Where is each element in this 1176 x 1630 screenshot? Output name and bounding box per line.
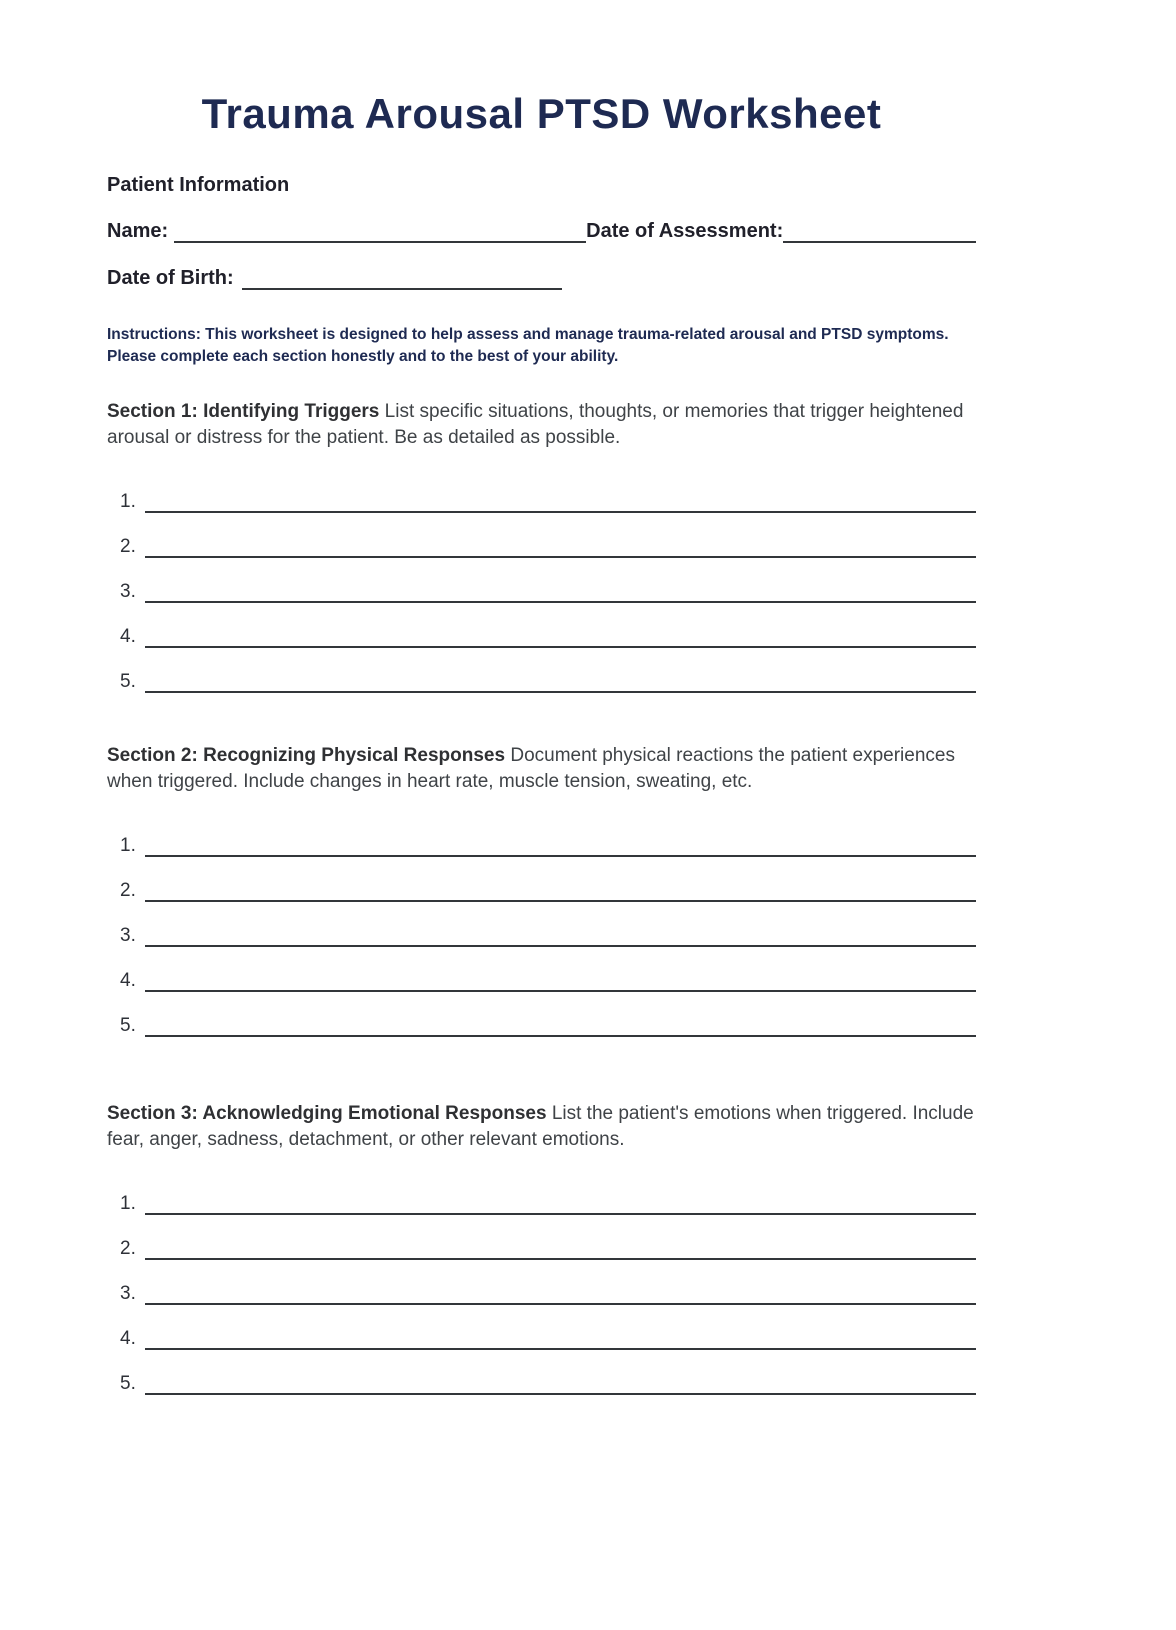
name-row	[107, 219, 976, 243]
list-item	[120, 1187, 976, 1215]
item-input-line[interactable]	[145, 1371, 976, 1395]
section-paragraph	[107, 743, 976, 795]
list-item	[120, 964, 976, 992]
list-item	[120, 1009, 976, 1037]
section-description: List the patient's emotions when triggered. Include fear, anger, sadness, detachment, or other relevant emotions.	[107, 1103, 974, 1151]
item-input-line[interactable]	[145, 624, 976, 648]
item-number: 4.	[120, 970, 136, 992]
dob-label: Date of Birth:	[107, 267, 234, 289]
item-number: 4.	[120, 1328, 136, 1350]
list-item	[120, 1367, 976, 1395]
item-input-line[interactable]	[145, 923, 976, 947]
item-number: 2.	[120, 880, 136, 902]
item-number: 1.	[120, 835, 136, 857]
assessment-date-input-line[interactable]	[783, 219, 976, 243]
item-input-line[interactable]	[145, 878, 976, 902]
item-input-line[interactable]	[145, 1191, 976, 1215]
item-number: 2.	[120, 536, 136, 558]
item-input-line[interactable]	[145, 1013, 976, 1037]
patient-info-section	[107, 174, 976, 290]
item-number: 5.	[120, 1373, 136, 1395]
item-number: 4.	[120, 626, 136, 648]
list-item	[120, 829, 976, 857]
list-item	[120, 530, 976, 558]
section-description: List specific situations, thoughts, or memories that trigger heightened arousal or distress for the patient. Be as detailed as possible.	[107, 401, 964, 449]
item-input-line[interactable]	[145, 968, 976, 992]
item-input-line[interactable]	[145, 489, 976, 513]
instructions-text: Instructions: This worksheet is designed to help assess and manage trauma-related arousal and PTSD symptoms. Please complete each section honestly and to the best of your ability.	[107, 326, 949, 365]
item-number: 3.	[120, 581, 136, 603]
item-input-line[interactable]	[145, 1326, 976, 1350]
list-item	[120, 919, 976, 947]
section-heading: Section 3: Acknowledging Emotional Responses	[107, 1103, 547, 1125]
item-number: 1.	[120, 491, 136, 513]
section-physical-responses	[107, 743, 976, 1037]
name-label: Name:	[107, 220, 169, 242]
page-title: Trauma Arousal PTSD Worksheet	[201, 90, 882, 137]
section-item-list	[107, 1187, 976, 1395]
section-heading: Section 2: Recognizing Physical Responses	[107, 745, 506, 767]
item-input-line[interactable]	[145, 669, 976, 693]
item-number: 5.	[120, 1015, 136, 1037]
section-identifying-triggers	[107, 399, 976, 693]
list-item	[120, 874, 976, 902]
list-item	[120, 665, 976, 693]
section-paragraph	[107, 399, 976, 451]
item-input-line[interactable]	[145, 833, 976, 857]
item-input-line[interactable]	[145, 534, 976, 558]
list-item	[120, 485, 976, 513]
item-number: 2.	[120, 1238, 136, 1260]
list-item	[120, 1232, 976, 1260]
item-input-line[interactable]	[145, 1236, 976, 1260]
list-item	[120, 1277, 976, 1305]
section-paragraph	[107, 1101, 976, 1153]
dob-input-line[interactable]	[242, 266, 562, 290]
list-item	[120, 620, 976, 648]
name-input-line[interactable]	[174, 219, 586, 243]
section-emotional-responses	[107, 1101, 976, 1395]
section-heading: Section 1: Identifying Triggers	[107, 401, 380, 423]
item-number: 3.	[120, 925, 136, 947]
item-number: 1.	[120, 1193, 136, 1215]
assessment-date-label: Date of Assessment:	[586, 220, 784, 242]
list-item	[120, 575, 976, 603]
section-description: Document physical reactions the patient experiences when triggered. Include changes in heart rate, muscle tension, sweating, etc.	[107, 745, 955, 793]
section-item-list	[107, 829, 976, 1037]
patient-info-heading: Patient Information	[107, 174, 290, 196]
list-item	[120, 1322, 976, 1350]
section-item-list	[107, 485, 976, 693]
item-number: 5.	[120, 671, 136, 693]
item-input-line[interactable]	[145, 579, 976, 603]
item-input-line[interactable]	[145, 1281, 976, 1305]
item-number: 3.	[120, 1283, 136, 1305]
dob-row	[107, 266, 976, 290]
